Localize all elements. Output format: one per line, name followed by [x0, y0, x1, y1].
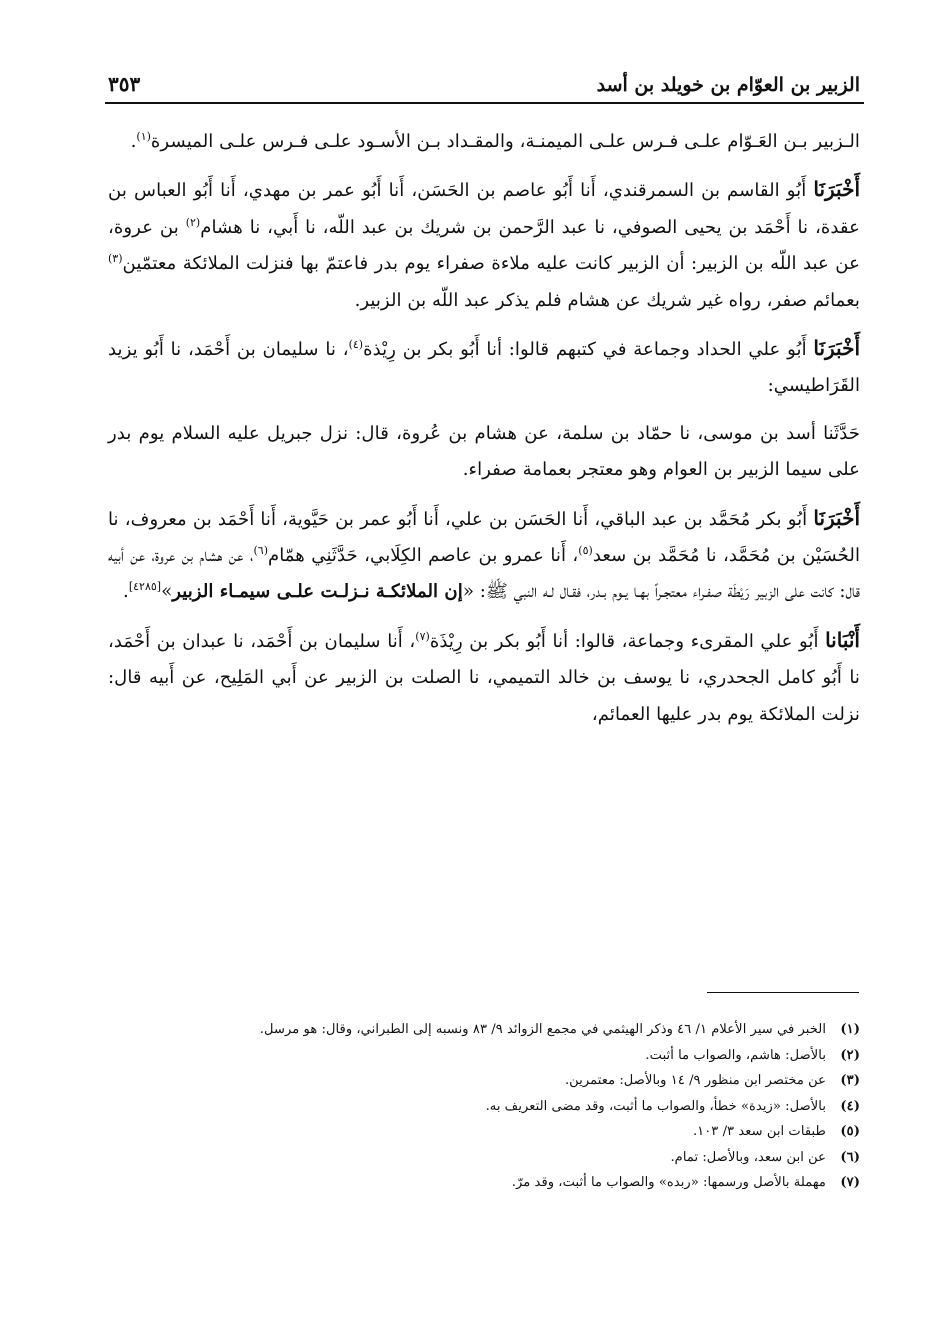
footnote-reference: (٦)	[253, 544, 268, 557]
text-run: .	[130, 131, 137, 152]
text-run: بعمائم صفر، رواه غير شريك عن هشام فلم يذكر عبد اللّه بن الزبير.	[354, 289, 860, 311]
text-run: أَبُو علي المقرىء وجماعة، قالوا: أنا أَبُو بكر بن رِيْذَة	[429, 630, 826, 652]
body-text	[108, 124, 860, 744]
text-run: أَبُو علي الحداد وجماعة في كتبهم قالوا: أنا أَبُو بكر بن رِيْذة	[363, 339, 814, 361]
text-run: الـزبير بـن العَـوّام علـى فـرس علـى الميمنـة، والمقـداد بـن الأسـود علـى فـرس علـى الميسرة	[150, 131, 860, 152]
paragraph	[108, 622, 860, 733]
paragraph	[108, 500, 860, 611]
text-run: ، عن هشام بن عروة، عن أبيه قال: كانت على الزبير رَيْطَة صفـراء معتجـراً بهـا يـوم بـدر، فقـال لـه النبي ﷺ: «	[108, 545, 860, 603]
footnote-reference: (٤)	[348, 337, 364, 351]
isnad-keyword: أَخْبَرَنَا	[813, 177, 860, 202]
footnote-item	[108, 1017, 860, 1043]
footnote-item	[108, 1145, 860, 1171]
isnad-keyword: أَخْبَرَنَا	[813, 505, 860, 530]
footnote-item	[108, 1068, 860, 1094]
paragraph	[108, 416, 860, 489]
footnote-number: (٧)	[840, 1175, 860, 1190]
footnote-reference: (١)	[136, 129, 151, 143]
text-run: »	[161, 581, 173, 603]
footnote-number: (١)	[840, 1022, 860, 1037]
footnote-reference: (٥)	[578, 544, 593, 557]
footnote-text: عن ابن سعد، وبالأصل: تمام.	[670, 1149, 826, 1165]
text-run: .	[123, 581, 129, 603]
footnote-reference: (٣)	[108, 252, 123, 266]
text-run: بن عروة، عن عبد اللّه بن الزبير: أن الزبير كانت عليه ملاءة صفراء يوم بدر فاعتمّ بها فنزلت الملائكة معتمّين	[108, 216, 860, 275]
footnote-number: (٣)	[840, 1073, 860, 1088]
footnote-reference: (٧)	[415, 629, 430, 643]
text-run: حَدَّثَنا أسد بن موسى، نا حمّاد بن سلمة، عن هشام بن عُروة، قال: نزل جبريل عليه السلام يوم بدر على سيما الزبير بن العوام وهو معتجر بعمامة صفراء.	[108, 422, 860, 481]
footnote-text: بالأصل: هاشم، والصواب ما أثبت.	[645, 1047, 826, 1063]
text-run: أَبُو القاسم بن السمرقندي، أَنا أَبُو عاصم بن الحَسَن، أَنا أَبُو عمر بن مهدي، أَنا أَبُو العباس بن عقدة، نا أَحْمَد بن يحيى الصوفي، نا عبد الرَّحمن بن شريك بن عبد اللّه، نا أَبي، نا هشام	[108, 180, 860, 238]
footnote-text: الخبر في سير الأعلام ١/ ٤٦ وذكر الهيثمي في مجمع الزوائد ٩/ ٨٣ ونسبه إلى الطبراني، وقال: هو مرسل.	[259, 1022, 826, 1037]
footnote-text: مهملة بالأصل ورسمها: «ربده» والصواب ما أثبت، وقد مرّ.	[511, 1175, 826, 1190]
paragraph	[108, 124, 860, 160]
page-number: ٣٥٣	[108, 72, 141, 96]
running-title: الزبير بن العوّام بن خويلد بن أسد	[596, 74, 860, 96]
text-run: ، أَنا عمرو بن عاصم الكِلَابي، حَدَّثَنِي همّام	[267, 545, 579, 567]
footnote-text: بالأصل: «زيدة» خطأ، والصواب ما أثبت، وقد مضى التعريف به.	[485, 1098, 826, 1114]
footnote-text: عن مختصر ابن منظور ٩/ ١٤ وبالأصل: معتمرين.	[564, 1073, 826, 1088]
paragraph	[108, 330, 860, 405]
footnote-text: طبقات ابن سعد ٣/ ١٠٣.	[692, 1124, 826, 1139]
footnote-reference: [٤٢٨٥]	[128, 580, 162, 594]
hadith-quote: إن الملائكـة نـزلـت علـى سيمـاء الزبير	[172, 581, 463, 603]
text-run: ، أَنا سليمان بن أَحْمَد، نا عبدان بن أَحْمَد، نا أَبُو كامل الجحدري، نا يوسف بن خالد التميمي، نا الصلت بن الزبير عن أَبي المَلِيح، عن أَبيه قال: نزلت الملائكة يوم بدر عليها العمائم،	[108, 630, 860, 725]
header-rule	[105, 102, 864, 104]
footnote-reference: (٢)	[185, 215, 201, 229]
footnote-number: (٤)	[840, 1098, 860, 1114]
footnote-number: (٢)	[840, 1047, 860, 1063]
footnote-item	[108, 1170, 860, 1196]
isnad-keyword: أَخْبَرَنَا	[813, 336, 860, 361]
footnote-item	[108, 1043, 860, 1069]
footnotes	[108, 1017, 860, 1196]
paragraph	[108, 171, 860, 319]
text-run: ، نا سليمان بن أَحْمَد، نا أَبُو يزيد القَرَاطيسي:	[108, 339, 860, 397]
footnote-item	[108, 1119, 860, 1145]
text-run: أَبُو بكر مُحَمَّد بن عبد الباقي، أَنا الحَسَن بن علي، أَنا أَبُو عمر بن حَيَّوية، أَنا أَحْمَد بن معروف، نا الحُسَيْن بن مُحَمَّد، نا مُحَمَّد بن سعد	[108, 508, 860, 567]
footnote-number: (٦)	[840, 1149, 860, 1165]
page-header	[108, 60, 860, 96]
footnote-item	[108, 1094, 860, 1120]
isnad-keyword: أَنْبَانا	[825, 627, 860, 652]
footnote-separator	[707, 992, 859, 993]
footnote-number: (٥)	[840, 1124, 860, 1139]
